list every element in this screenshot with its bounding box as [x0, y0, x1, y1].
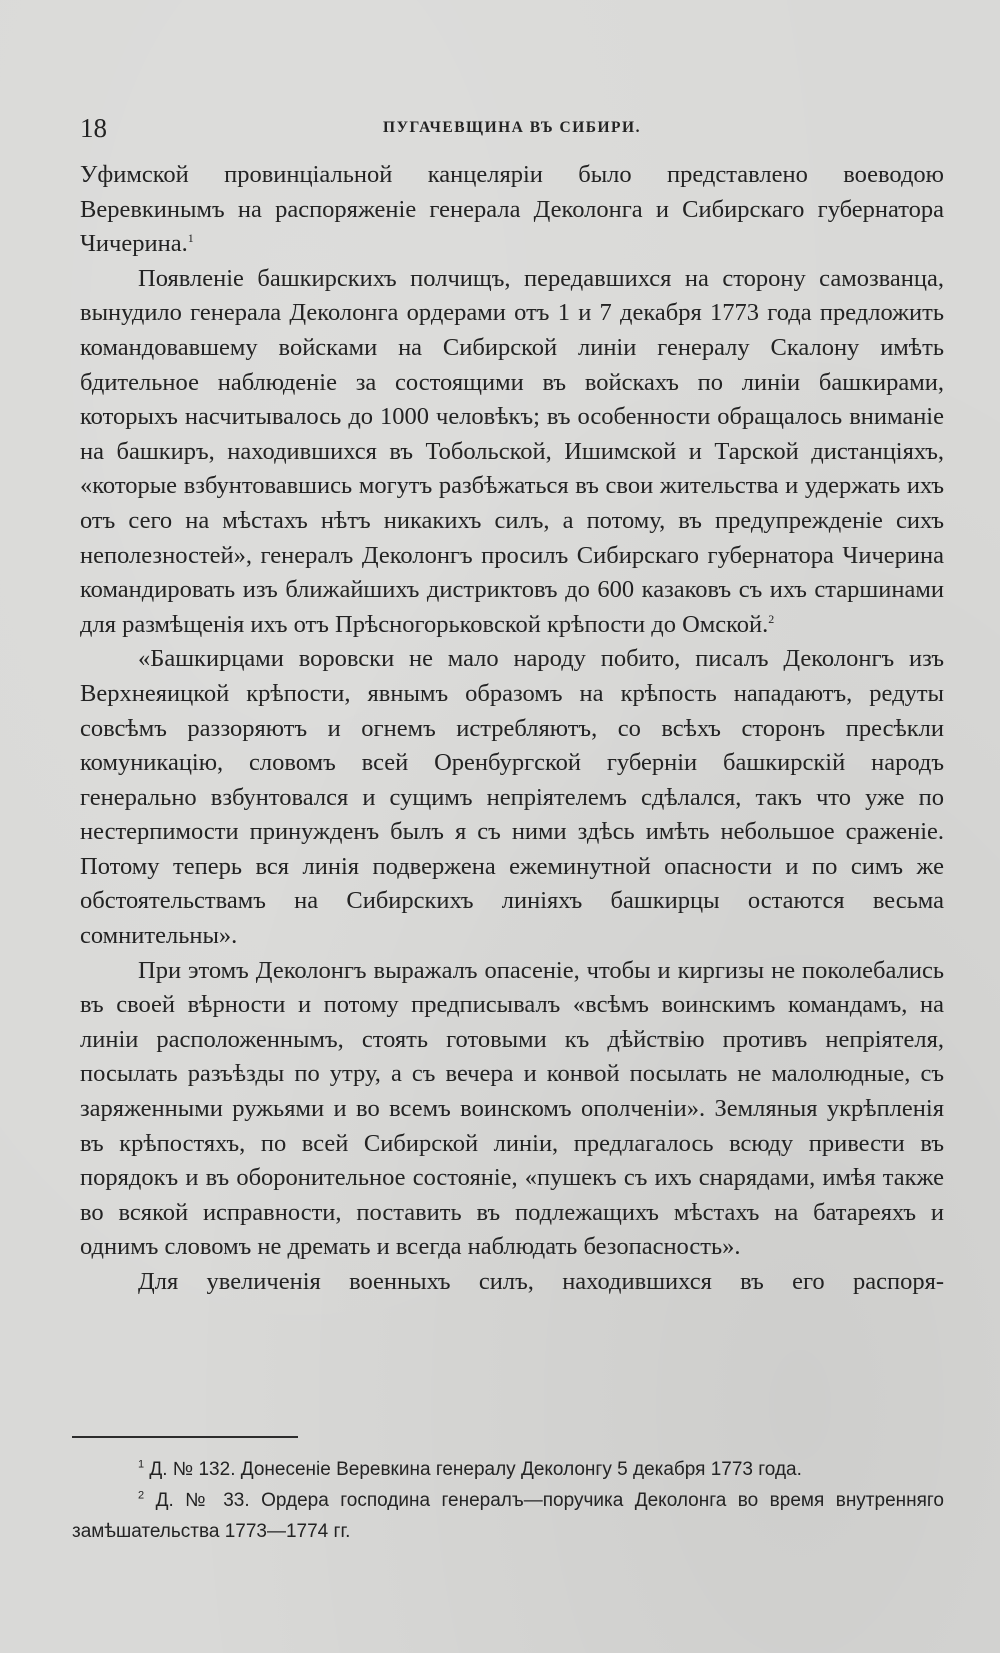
footnote-ref: 1 [187, 231, 194, 246]
footnote-mark: 2 [138, 1489, 145, 1502]
footnotes [72, 1454, 944, 1547]
footnote-text: Д. № 33. Ордера господина генералъ—поручика Деколонга во время внутренняго замѣшательства 1773—1774 гг. [72, 1490, 944, 1542]
paragraph-text: При этомъ Деколонгъ выражалъ опасеніе, чтобы и киргизы не поколебались въ своей вѣрности и потому предписывалъ «всѣмъ воинскимъ командамъ, на линіи расположеннымъ, стоять готовыми къ дѣйствію противъ непріятеля, посылать разъѣзды по утру, а съ вечера и конвой посылать не малолюдные, съ заряженными ружьями и во всемъ воинскомъ ополченіи». Земляныя укрѣпленія въ крѣпостяхъ, по всей Сибирской линіи, предлагалось всюду привести въ порядокъ и въ оборонительное состояніе, «пушекъ съ ихъ снарядами, имѣя также во всякой исправности, поставить въ подлежащихъ мѣстахъ на батареяхъ и однимъ словомъ не дремать и всегда наблюдать безопасность». [80, 956, 944, 1261]
paragraph [80, 954, 944, 1265]
footnote-2 [72, 1485, 944, 1547]
footnote-ref: 2 [768, 611, 775, 626]
footnote-text: Д. № 132. Донесеніе Веревкина генералу Деколонгу 5 декабря 1773 года. [149, 1459, 802, 1480]
body-text [80, 158, 944, 1300]
footnote-mark: 1 [138, 1458, 145, 1471]
paragraph-text: Для увеличенія военныхъ силъ, находившихся въ его распоря- [138, 1268, 944, 1295]
running-title: ПУГАЧЕВЩИНА ВЪ СИБИРИ. [383, 119, 641, 136]
paragraph-text: Появленіе башкирскихъ полчищъ, передавшихся на сторону самозванца, вынудило генерала Деколонга ордерами отъ 1 и 7 декабря 1773 года предложить командовавшему войсками на Сибирской линіи генералу Скалону имѣть бдительное наблюденіе за состоящими въ войскахъ по линіи башкирами, которыхъ насчитывалось до 1000 человѣкъ; въ особенности обращалось вниманіе на башкиръ, находившихся въ Тобольской, Ишимской и Тарской дистанціяхъ, «которые взбунтовавшись могутъ разбѣжаться въ свои жительства и удержать ихъ отъ сего на мѣстахъ нѣтъ никакихъ силъ, а потому, въ предупрежденіе сихъ неполезностей», генералъ Деколонгъ просилъ Сибирскаго губернатора Чичерина командировать изъ ближайшихъ дистриктовъ до 600 казаковъ съ ихъ старшинами для размѣщенія ихъ отъ Прѣсногорьковской крѣпости до Омской. [80, 264, 944, 638]
paragraph [80, 642, 944, 953]
page-header [80, 112, 944, 148]
paragraph-continuation [80, 158, 944, 262]
paragraph [80, 262, 944, 643]
footnote-1 [72, 1454, 944, 1485]
page-number: 18 [80, 113, 107, 143]
footnote-divider [72, 1436, 298, 1438]
paragraph-text: Уфимской провинціальной канцеляріи было представлено воеводою Веревкинымъ на распоряженіе генерала Деколонга и Сибирскаго губернатора Чичерина. [80, 161, 944, 258]
paragraph-text: «Башкирцами воровски не мало народу побито, писалъ Деколонгъ изъ Верхнеяицкой крѣпости, явнымъ образомъ на крѣпость нападаютъ, редуты совсѣмъ раззоряютъ и огнемъ истребляютъ, со всѣхъ сторонъ пресѣкли комуникацію, словомъ всей Оренбургской губерніи башкирскій народъ генерально взбунтовался и сущимъ непріятелемъ сдѣлался, такъ что уже по нестерпимости принужденъ былъ я съ ними здѣсь имѣть небольшое сраженіе. Потому теперь вся линія подвержена ежеминутной опасности и по симъ же обстоятельствамъ на Сибирскихъ линіяхъ башкирцы остаются весьма сомнительны». [80, 645, 944, 950]
paragraph-last [80, 1265, 944, 1300]
